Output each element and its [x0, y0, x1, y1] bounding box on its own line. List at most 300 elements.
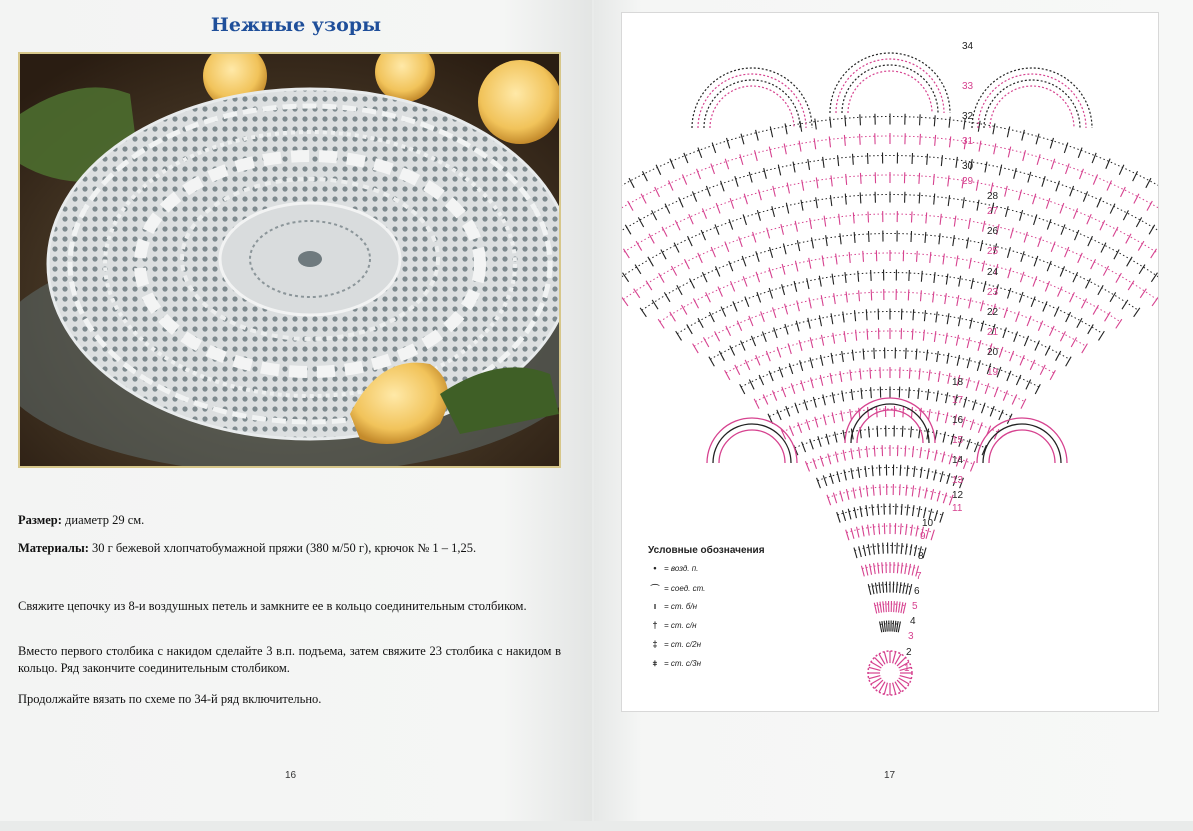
stitch-mark [851, 528, 854, 539]
scallop-arc [704, 80, 800, 128]
stitch-mark [754, 399, 759, 409]
stitch-mark [976, 180, 978, 191]
crochet-chart-svg [622, 13, 1158, 711]
row-number: 32 [962, 111, 974, 122]
stitch-mark [905, 563, 907, 574]
stitch-mark [909, 368, 910, 379]
stitch-mark [837, 512, 840, 522]
stitch-mark [861, 388, 862, 399]
stitch-mark [900, 582, 901, 593]
row-number: 21 [987, 327, 999, 338]
stitch-mark [770, 247, 773, 258]
stitch-mark [985, 162, 987, 173]
stitch-mark [879, 523, 880, 534]
stitch-mark [948, 373, 950, 384]
stitch-mark [640, 308, 646, 317]
stitch-mark [919, 486, 921, 497]
stitch-mark [874, 563, 876, 574]
stitch-mark [721, 307, 726, 317]
stitch-mark [976, 380, 979, 391]
stitch-mark [852, 350, 853, 361]
row-number: 11 [952, 503, 963, 514]
stitch-mark [687, 324, 693, 334]
stitch-mark [846, 530, 849, 541]
stitch-mark [874, 603, 876, 614]
stitch-mark [802, 442, 806, 452]
stitch-mark [919, 192, 920, 203]
stitch-mark [1038, 321, 1042, 331]
stitch-mark [784, 143, 786, 154]
stitch-mark [849, 252, 850, 263]
stitch-mark [623, 249, 629, 258]
stitch-mark [857, 527, 859, 538]
center-stitch [884, 683, 887, 695]
stitch-mark [756, 251, 759, 261]
stitch-mark [636, 241, 642, 250]
stitch-mark [785, 324, 788, 335]
stitch-mark [1005, 206, 1008, 217]
stitch-mark [1027, 316, 1031, 326]
stitch-mark [882, 621, 884, 632]
stitch-mark [901, 563, 902, 574]
stitch-mark [799, 141, 801, 152]
stitch-mark [782, 284, 785, 295]
stitch-mark [795, 261, 797, 272]
stitch-mark [655, 187, 660, 197]
legend-item [650, 563, 698, 573]
stitch-mark [982, 261, 984, 272]
stitch-mark [873, 544, 874, 555]
stitch-mark [866, 505, 868, 516]
stitch-mark [1138, 241, 1144, 250]
row-number: 18 [952, 377, 964, 388]
stitch-mark [807, 278, 809, 289]
stitch-mark [906, 485, 907, 496]
stitch-mark [939, 233, 940, 244]
doily-photo-illustration [20, 54, 559, 466]
stitch-mark [739, 237, 743, 247]
stitch-mark [823, 475, 827, 485]
stitch-mark [840, 491, 843, 502]
stitch-mark [782, 264, 785, 275]
stitch-mark [924, 507, 926, 518]
row-number: 31 [962, 136, 974, 147]
stitch-mark [1020, 272, 1023, 282]
stitch-mark [1134, 194, 1139, 204]
stitch-mark [845, 115, 846, 126]
stitch-mark [625, 225, 631, 234]
stitch-mark [1087, 214, 1091, 224]
stitch-mark [1016, 311, 1020, 321]
stitch-mark [901, 602, 903, 613]
stitch-mark [835, 432, 837, 443]
stitch-mark [874, 348, 875, 359]
row-arc [622, 136, 1158, 236]
stitch-mark [977, 360, 980, 371]
stitch-mark [1003, 390, 1007, 400]
stitch-mark [837, 471, 840, 482]
stitch-mark [725, 242, 729, 252]
stitch-mark [943, 432, 945, 443]
stitch-mark [947, 353, 949, 364]
legend-title: Условные обозначения [648, 545, 765, 556]
row-number: 10 [922, 518, 934, 529]
stitch-mark [882, 562, 883, 573]
stitch-mark [931, 530, 934, 541]
center-stitch [869, 676, 881, 679]
stitch-mark [970, 318, 972, 329]
stitch-mark [773, 186, 776, 197]
stitch-mark [1007, 126, 1009, 137]
stitch-mark [848, 509, 851, 520]
materials-label: Материалы: [18, 541, 89, 555]
stitch-mark [967, 378, 970, 389]
stitch-mark [1050, 138, 1053, 149]
stitch-mark [954, 216, 956, 227]
stitch-mark [1060, 331, 1065, 341]
scallop-arc [972, 68, 1092, 128]
stitch-mark [866, 446, 867, 457]
stitch-mark [745, 297, 749, 307]
stitch-mark [769, 288, 772, 298]
stitch-mark [1093, 305, 1098, 315]
page-title: Нежные узоры [210, 14, 382, 36]
instruction-paragraph: Вместо первого столбика с накидом сделайте 3 в.п. подъема, затем свяжите 23 столбика с накидом в кольцо. Ряд закончите соединительным столбиком. [18, 644, 561, 675]
stitch-mark [903, 406, 904, 417]
stitch-mark [1106, 159, 1110, 169]
stitch-mark [1061, 224, 1065, 234]
row-number: 2 [906, 647, 912, 658]
stitch-mark [806, 419, 809, 429]
stitch-mark [1060, 203, 1064, 213]
row-number: 34 [962, 41, 974, 52]
row-number: 6 [914, 586, 920, 597]
stitch-mark [945, 412, 947, 423]
stitch-mark [880, 622, 882, 633]
stitch-mark [830, 373, 832, 384]
stitch-mark [947, 473, 950, 484]
stitch-mark [912, 329, 913, 340]
stitch-mark [815, 417, 818, 428]
stitch-mark [818, 436, 821, 447]
stitch-mark [921, 271, 922, 282]
stitch-mark [1037, 154, 1040, 165]
stitch-mark [1070, 292, 1075, 302]
stitch-mark [854, 548, 857, 559]
legend-symbol: † [652, 620, 658, 630]
stitch-mark [1151, 249, 1157, 258]
row-number: 30 [962, 161, 974, 172]
stitch-mark [929, 370, 930, 381]
stitch-mark [929, 409, 931, 420]
stitch-mark [744, 194, 747, 205]
stitch-mark [872, 504, 873, 515]
stitch-mark [805, 461, 809, 471]
stitch-mark [907, 465, 908, 476]
stitch-mark [901, 543, 902, 554]
stitch-mark [883, 601, 884, 612]
stitch-mark [897, 543, 898, 554]
stitch-mark [1014, 332, 1018, 342]
stitch-mark [940, 471, 943, 482]
stitch-mark [950, 136, 951, 147]
stitch-mark [884, 621, 885, 632]
page-number: 16 [285, 770, 297, 781]
stitch-mark [970, 419, 973, 429]
stitch-mark [1021, 399, 1026, 409]
stitch-mark [816, 197, 818, 208]
stitch-mark [756, 130, 759, 141]
stitch-mark [883, 582, 884, 593]
stitch-mark [1008, 147, 1010, 158]
stitch-mark [733, 301, 737, 311]
scallop-arc [989, 430, 1055, 463]
stitch-mark [829, 136, 830, 147]
stitch-mark [911, 525, 913, 536]
stitch-mark [1036, 134, 1039, 145]
stitch-mark [861, 566, 864, 577]
stitch-mark [853, 488, 855, 499]
stitch-mark [810, 378, 813, 389]
row-number: 3 [908, 631, 914, 642]
stitch-mark [878, 543, 879, 554]
stitch-mark [788, 343, 791, 354]
stitch-mark [1038, 237, 1042, 247]
stitch-mark [934, 115, 935, 126]
stitch-mark [985, 383, 989, 393]
legend-item [650, 639, 701, 649]
stitch-mark [964, 397, 967, 408]
stitch-mark [815, 119, 816, 130]
stitch-mark [831, 353, 833, 364]
stitch-mark [948, 175, 949, 186]
stitch-mark [860, 114, 861, 125]
stitch-mark [729, 219, 733, 229]
stitch-mark [725, 159, 728, 169]
stitch-mark [910, 544, 912, 555]
stitch-mark [1035, 384, 1040, 394]
stitch-mark [804, 400, 807, 410]
row-arc [622, 195, 1158, 284]
stitch-mark [937, 491, 940, 502]
row-number: 13 [952, 475, 964, 486]
row-number: 25 [987, 246, 999, 257]
stitch-mark [877, 406, 878, 417]
stitch-mark [1051, 159, 1054, 169]
stitch-mark [927, 448, 929, 459]
stitch-mark [1040, 365, 1045, 375]
stitch-mark [844, 470, 846, 481]
stitch-mark [799, 340, 802, 351]
stitch-mark [916, 349, 917, 360]
stitch-mark [924, 310, 925, 321]
stitch-mark [909, 584, 912, 595]
stitch-mark [860, 506, 862, 517]
stitch-mark [823, 395, 826, 406]
stitch-mark [833, 333, 835, 344]
row-number: 16 [952, 415, 964, 426]
stitch-mark [945, 293, 947, 304]
stitch-mark [1042, 176, 1045, 186]
stitch-mark [835, 452, 838, 463]
stitch-mark [897, 562, 898, 573]
stitch-mark [1121, 187, 1126, 197]
stitch-mark [703, 337, 708, 347]
stitch-mark [751, 336, 755, 346]
row-number: 4 [910, 616, 916, 627]
stitch-mark [914, 545, 916, 556]
stitch-mark [977, 200, 979, 211]
center-stitch [869, 667, 881, 670]
stitch-mark [1075, 230, 1079, 240]
stitch-mark [772, 390, 776, 400]
stitch-mark [920, 467, 922, 478]
stitch-mark [819, 315, 821, 326]
stitch-mark [958, 315, 960, 326]
stitch-mark [844, 331, 845, 342]
stitch-mark [926, 212, 927, 223]
stitch-mark [947, 313, 949, 324]
stitch-mark [1066, 312, 1071, 322]
size-label: Размер: [18, 513, 62, 527]
stitch-mark [846, 174, 847, 185]
center-stitch [893, 652, 896, 664]
stitch-mark [794, 281, 797, 292]
stitch-mark [740, 154, 743, 165]
stitch-mark [956, 255, 958, 266]
stitch-mark [1022, 130, 1025, 141]
stitch-mark [931, 489, 934, 500]
row-arc [782, 409, 997, 432]
stitch-mark [1035, 341, 1040, 351]
stitch-mark [1010, 228, 1013, 239]
stitch-mark [1082, 344, 1088, 353]
stitch-mark [956, 335, 958, 346]
stitch-mark [1023, 150, 1026, 161]
stitch-mark [1010, 351, 1014, 361]
stitch-mark [981, 321, 984, 332]
stitch-mark [830, 117, 831, 128]
stitch-mark [721, 181, 725, 191]
stitch-mark [628, 201, 633, 211]
stitch-mark [786, 203, 788, 214]
stitch-mark [648, 257, 654, 267]
legend-symbol: ı [653, 601, 657, 611]
stitch-mark [957, 295, 959, 306]
stitch-mark [1088, 324, 1094, 334]
legend-label: = возд. п. [664, 563, 699, 573]
row-number: 26 [987, 226, 999, 237]
stitch-mark [664, 292, 670, 301]
row-number: 27 [987, 206, 999, 217]
stitch-mark [646, 281, 652, 290]
stitch-mark [868, 212, 869, 223]
stitch-mark [917, 251, 918, 262]
stitch-mark [981, 403, 985, 413]
stitch-mark [1014, 168, 1017, 179]
stitch-mark [777, 347, 781, 357]
stitch-mark [769, 371, 773, 381]
row-number: 20 [987, 347, 999, 358]
stitch-mark [749, 379, 754, 389]
stitch-mark [783, 244, 786, 255]
stitch-mark [629, 178, 634, 188]
scallop-arc [990, 86, 1074, 128]
stitch-mark [946, 392, 948, 403]
stitch-mark [1004, 307, 1007, 317]
stitch-mark [871, 270, 872, 281]
stitch-mark [823, 414, 826, 425]
legend-symbol: ⧧ [652, 658, 658, 668]
stitch-mark [877, 426, 878, 437]
stitch-mark [810, 439, 814, 449]
stitch-mark [693, 344, 699, 353]
stitch-mark [906, 348, 907, 359]
stitch-mark [906, 524, 907, 535]
stitch-mark [842, 510, 845, 521]
stitch-mark [898, 622, 900, 633]
stitch-mark [967, 238, 969, 249]
stitch-mark [820, 456, 823, 466]
stitch-mark [923, 330, 924, 341]
row-number: 33 [962, 81, 974, 92]
row-number: 8 [918, 551, 924, 562]
stitch-mark [1007, 371, 1011, 381]
stitch-mark [868, 544, 870, 555]
stitch-mark [1003, 328, 1007, 338]
stitch-mark [1020, 210, 1023, 221]
stitch-mark [918, 388, 919, 399]
stitch-mark [999, 165, 1001, 176]
stitch-mark [871, 289, 872, 300]
stitch-mark [821, 335, 823, 346]
stitch-mark [789, 426, 793, 436]
stitch-mark [953, 235, 955, 246]
stitch-mark [936, 312, 937, 323]
stitch-mark [937, 411, 939, 422]
row-number: 14 [952, 455, 964, 466]
stitch-mark [740, 384, 745, 394]
stitch-mark [679, 197, 683, 207]
stitch-mark [791, 383, 795, 393]
stitch-mark [860, 486, 862, 497]
stitch-mark [635, 265, 641, 274]
stitch-mark [918, 506, 920, 517]
stitch-mark [1043, 301, 1047, 311]
stitch-mark [943, 493, 946, 503]
stitch-mark [851, 389, 852, 400]
legend-symbol: ⌒ [650, 584, 660, 594]
stitch-mark [745, 360, 750, 370]
stitch-mark [934, 470, 936, 481]
legend-label: = ст. б/н [664, 601, 698, 611]
stitch-mark [1066, 357, 1071, 367]
stitch-mark [887, 621, 888, 632]
stitch-mark [930, 252, 931, 263]
stitch-mark [900, 484, 901, 495]
stitch-mark [934, 194, 935, 205]
left-page [0, 0, 592, 821]
stitch-mark [842, 391, 844, 402]
stitch-mark [730, 281, 734, 291]
stitch-mark [773, 307, 776, 317]
stitch-mark [688, 236, 693, 246]
stitch-mark [1034, 256, 1038, 266]
stitch-mark [693, 298, 698, 308]
legend-label: = ст. с/3н [664, 659, 701, 668]
stitch-mark [980, 240, 982, 251]
stitch-mark [1024, 336, 1028, 346]
